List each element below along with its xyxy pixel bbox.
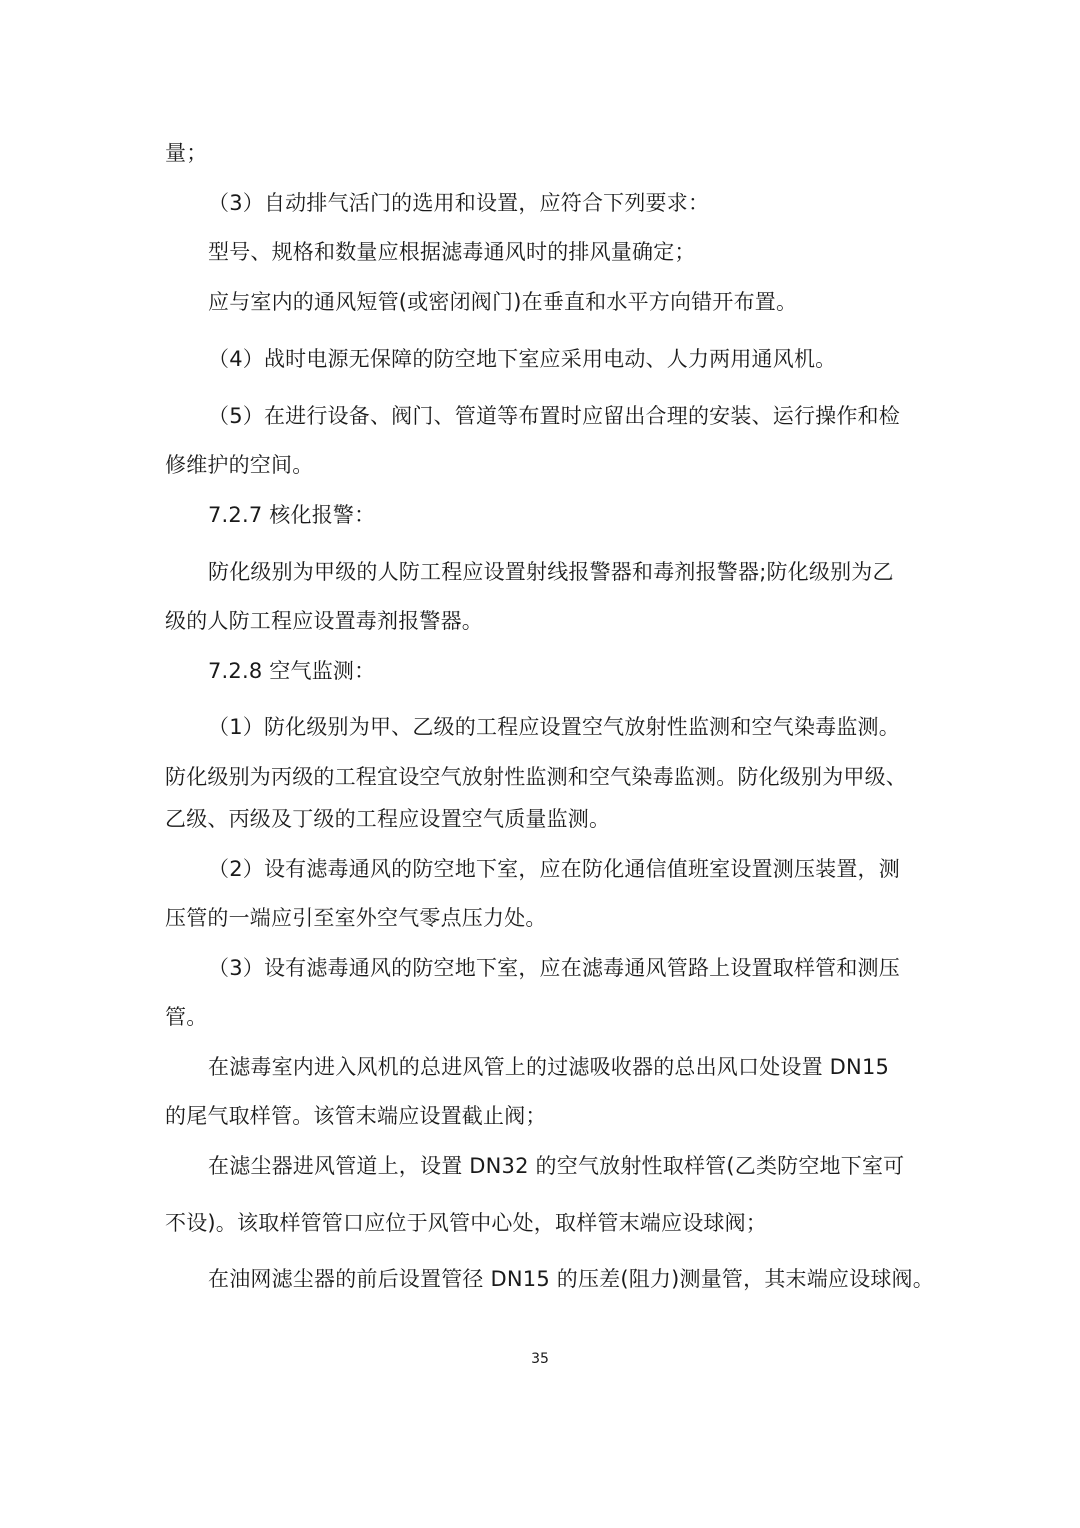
text-line: 不设)。该取样管管口应位于风管中心处，取样管末端应设球阀； — [165, 1211, 767, 1235]
text-line: 在油网滤尘器的前后设置管径 DN15 的压差(阻力)测量管，其末端应设球阀。 — [208, 1267, 934, 1291]
text-line: 应与室内的通风短管(或密闭阀门)在垂直和水平方向错开布置。 — [208, 290, 798, 314]
text-line: （3）设有滤毒通风的防空地下室，应在滤毒通风管路上设置取样管和测压 — [208, 956, 900, 980]
text-line: （4）战时电源无保障的防空地下室应采用电动、人力两用通风机。 — [208, 347, 837, 371]
text-line: 量； — [165, 141, 208, 165]
section-heading: 7.2.8 空气监测： — [208, 659, 376, 683]
section-heading: 7.2.7 核化报警： — [208, 503, 376, 527]
text-line: 级的人防工程应设置毒剂报警器。 — [165, 609, 483, 633]
text-line: 乙级、丙级及丁级的工程应设置空气质量监测。 — [165, 807, 611, 831]
text-line: 在滤尘器进风管道上，设置 DN32 的空气放射性取样管(乙类防空地下室可 — [208, 1154, 905, 1178]
text-line: （1）防化级别为甲、乙级的工程应设置空气放射性监测和空气染毒监测。 — [208, 715, 900, 739]
text-line: 在滤毒室内进入风机的总进风管上的过滤吸收器的总出风口处设置 DN15 — [208, 1055, 890, 1079]
text-line: 防化级别为甲级的人防工程应设置射线报警器和毒剂报警器;防化级别为乙 — [208, 560, 894, 584]
text-line: 的尾气取样管。该管末端应设置截止阀； — [165, 1104, 547, 1128]
page-number: 35 — [531, 1351, 549, 1367]
text-line: 修维护的空间。 — [165, 453, 314, 477]
text-line: 管。 — [165, 1005, 208, 1029]
text-line: 型号、规格和数量应根据滤毒通风时的排风量确定； — [208, 240, 696, 264]
text-line: （5）在进行设备、阀门、管道等布置时应留出合理的安装、运行操作和检 — [208, 404, 900, 428]
text-line: （2）设有滤毒通风的防空地下室，应在防化通信值班室设置测压装置，测 — [208, 857, 900, 881]
text-line: 压管的一端应引至室外空气零点压力处。 — [165, 906, 547, 930]
text-line: （3）自动排气活门的选用和设置，应符合下列要求： — [208, 191, 710, 215]
text-line: 防化级别为丙级的工程宜设空气放射性监测和空气染毒监测。防化级别为甲级、 — [165, 765, 907, 789]
